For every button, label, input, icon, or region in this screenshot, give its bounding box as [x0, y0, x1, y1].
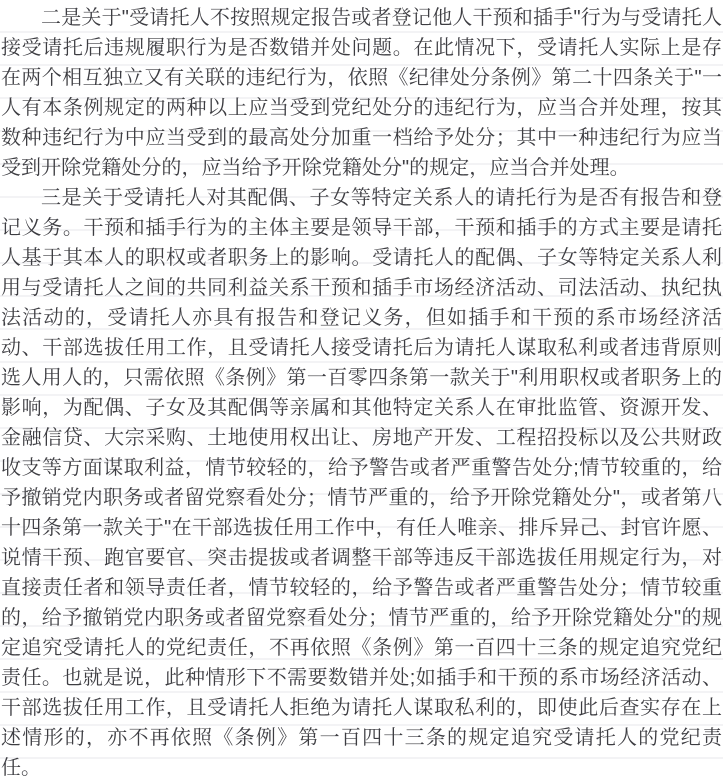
paragraph-3: 三是关于受请托人对其配偶、子女等特定关系人的请托行为是否有报告和登记义务。干预和插手行为的主体主要是领导干部，干预和插手的方式主要是请托人基于其本人的职权或者职务上的影响。受请托人的配偶、子女等特定关系人利用与受请托人之间的共同利益关系干预和插手市场经济活动、司法活动、执纪执法活动的，受请托人亦具有报告和登记义务，但如插手和干预的系市场经济活动、干部选拔任用工作，且受请托人接受请托后为请托人谋取私利或者违背原则选人用人的，只需依照《条例》第一百零四条第一款关于"利用职权或者职务上的影响，为配偶、子女及其配偶等亲属和其他特定关系人在审批监管、资源开发、金融信贷、大宗采购、土地使用权出让、房地产开发、工程招投标以及公共财政收支等方面谋取利益，情节较轻的，给予警告或者严重警告处分;情节较重的，给予撤销党内职务或者留党察看处分；情节严重的，给予开除党籍处分"，或者第八十四条第一款关于"在干部选拔任用工作中，有任人唯亲、排斥异己、封官许愿、说情干预、跑官要官、突击提拔或者调整干部等违反干部选拔任用规定行为，对直接责任者和领导责任者，情节较轻的，给予警告或者严重警告处分；情节较重的，给予撤销党内职务或者留党察看处分；情节严重的，给予开除党籍处分"的规定追究受请托人的党纪责任，不再依照《条例》第一百四十三条的规定追究党纪责任。也就是说，此种情形下不需要数错并处;如插手和干预的系市场经济活动、干部选拔任用工作，且受请托人拒绝为请托人谋取私利的，即使此后查实存在上述情形的，亦不再依照《条例》第一百四十三条的规定追究受请托人的党纪责任。 — [1, 187, 722, 779]
paragraph-2: 二是关于"受请托人不按照规定报告或者登记他人干预和插手"行为与受请托人接受请托后违规履职行为是否数错并处问题。在此情况下，受请托人实际上是存在两个相互独立又有关联的违纪行为，依照《纪律处分条例》第二十四条关于"一人有本条例规定的两种以上应当受到党纪处分的违纪行为，应当合并处理，按其数种违纪行为中应当受到的最高处分加重一档给予处分；其中一种违纪行为应当受到开除党籍处分的，应当给予开除党籍处分"的规定，应当合并处理。 — [1, 7, 722, 179]
